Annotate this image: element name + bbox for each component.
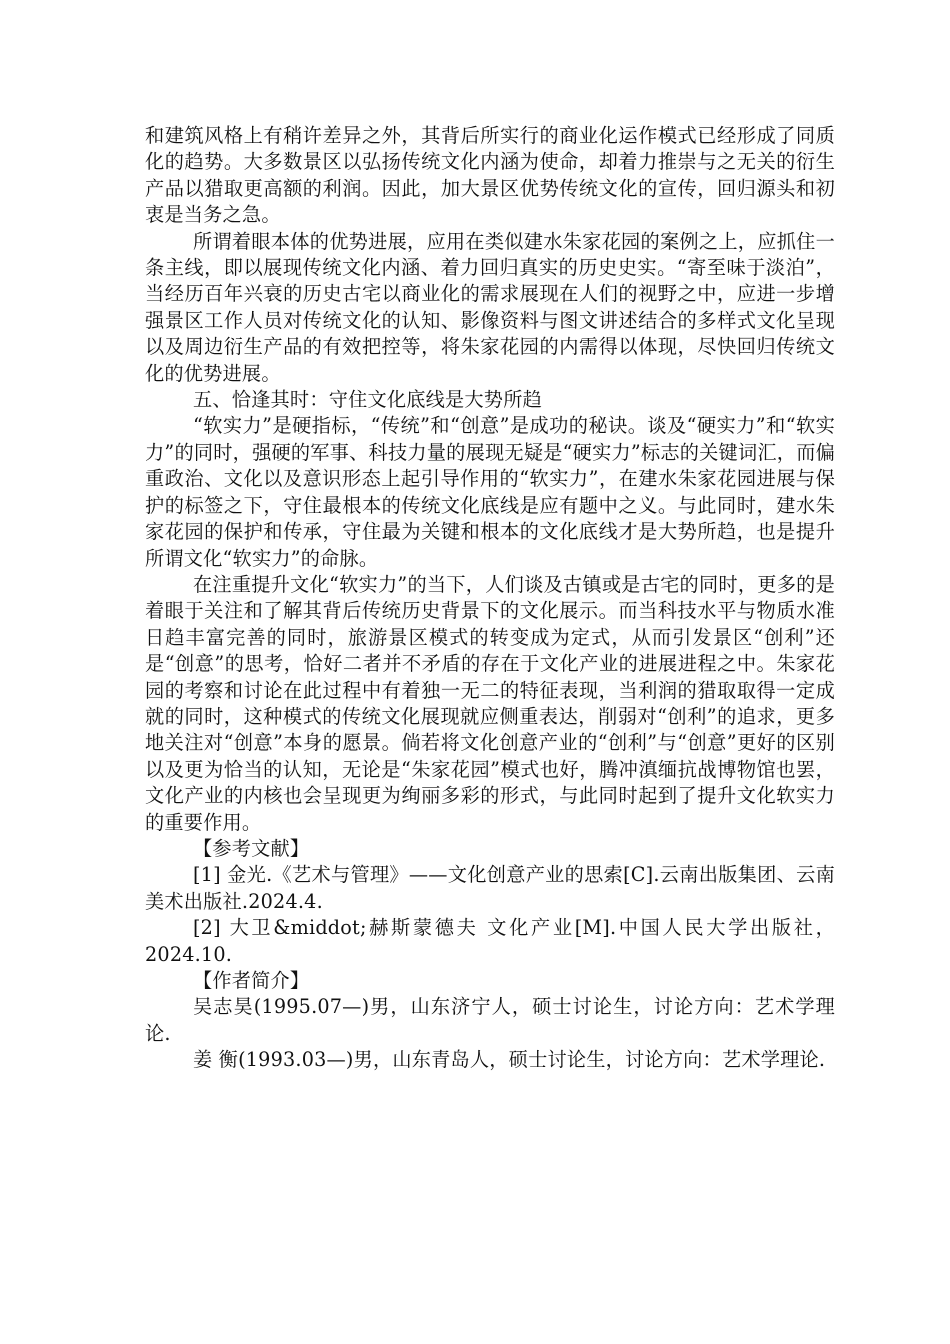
document-page bbox=[145, 123, 835, 1074]
reference-item: [1] 金光.《艺术与管理》——文化创意产业的思索[C].云南出版集团、云南美术出版社.2024.4. bbox=[145, 863, 835, 913]
body-paragraph: 所谓着眼本体的优势进展，应用在类似建水朱家花园的案例之上，应抓住一条主线，即以展现传统文化内涵、着力回归真实的历史史实。“寄至味于淡泊”，当经历百年兴衰的历史古宅以商业化的需求展现在人们的视野之中，应进一步增强景区工作人员对传统文化的认知、影像资料与图文讲述结合的多样式文化呈现以及周边衍生产品的有效把控等，将朱家花园的内需得以体现，尽快回归传统文化的优势进展。 bbox=[145, 229, 835, 385]
reference-item: [2] 大卫&middot;赫斯蒙德夫 文化产业[M].中国人民大学出版社，2024.10. bbox=[145, 916, 835, 966]
author-bio-item: 姜 衡(1993.03—)男，山东青岛人，硕士讨论生，讨论方向：艺术学理论. bbox=[193, 1048, 826, 1072]
body-paragraph: “软实力”是硬指标，“传统”和“创意”是成功的秘诀。谈及“硬实力”和“软实力”的同时，强硬的军事、科技力量的展现无疑是“硬实力”标志的关键词汇，而偏重政治、文化以及意识形态上起引导作用的“软实力”，在建水朱家花园进展与保护的标签之下，守住最根本的传统文化底线是应有题中之义。与此同时，建水朱家花园的保护和传承，守住最为关键和根本的文化底线才是大势所趋，也是提升所谓文化“软实力”的命脉。 bbox=[145, 414, 835, 570]
body-paragraph: 和建筑风格上有稍许差异之外，其背后所实行的商业化运作模式已经形成了同质化的趋势。大多数景区以弘扬传统文化内涵为使命，却着力推崇与之无关的衍生产品以猎取更高额的利润。因此，加大景区优势传统文化的宣传，回归源头和初衷是当务之急。 bbox=[145, 124, 835, 227]
references-heading: 【参考文献】 bbox=[193, 836, 310, 860]
author-bio-item: 吴志昊(1995.07—)男，山东济宁人，硕士讨论生，讨论方向：艺术学理论. bbox=[145, 995, 835, 1045]
author-bio-heading: 【作者简介】 bbox=[193, 969, 310, 992]
section-heading: 五、恰逢其时：守住文化底线是大势所趋 bbox=[193, 388, 542, 412]
body-paragraph: 在注重提升文化“软实力”的当下，人们谈及古镇或是古宅的同时，更多的是着眼于关注和了解其背后传统历史背景下的文化展示。而当科技水平与物质水准日趋丰富完善的同时，旅游景区模式的转变成为定式，从而引发景区“创利”还是“创意”的思考，恰好二者并不矛盾的存在于文化产业的进展进程之中。朱家花园的考察和讨论在此过程中有着独一无二的特征表现，当利润的猎取取得一定成就的同时，这种模式的传统文化展现就应侧重表达，削弱对“创利”的追求，更多地关注对“创意”本身的愿景。倘若将文化创意产业的“创利”与“创意”更好的区别以及更为恰当的认知，无论是“朱家花园”模式也好，腾冲滇缅抗战博物馆也罢，文化产业的内核也会呈现更为绚丽多彩的形式，与此同时起到了提升文化软实力的重要作用。 bbox=[145, 572, 835, 834]
